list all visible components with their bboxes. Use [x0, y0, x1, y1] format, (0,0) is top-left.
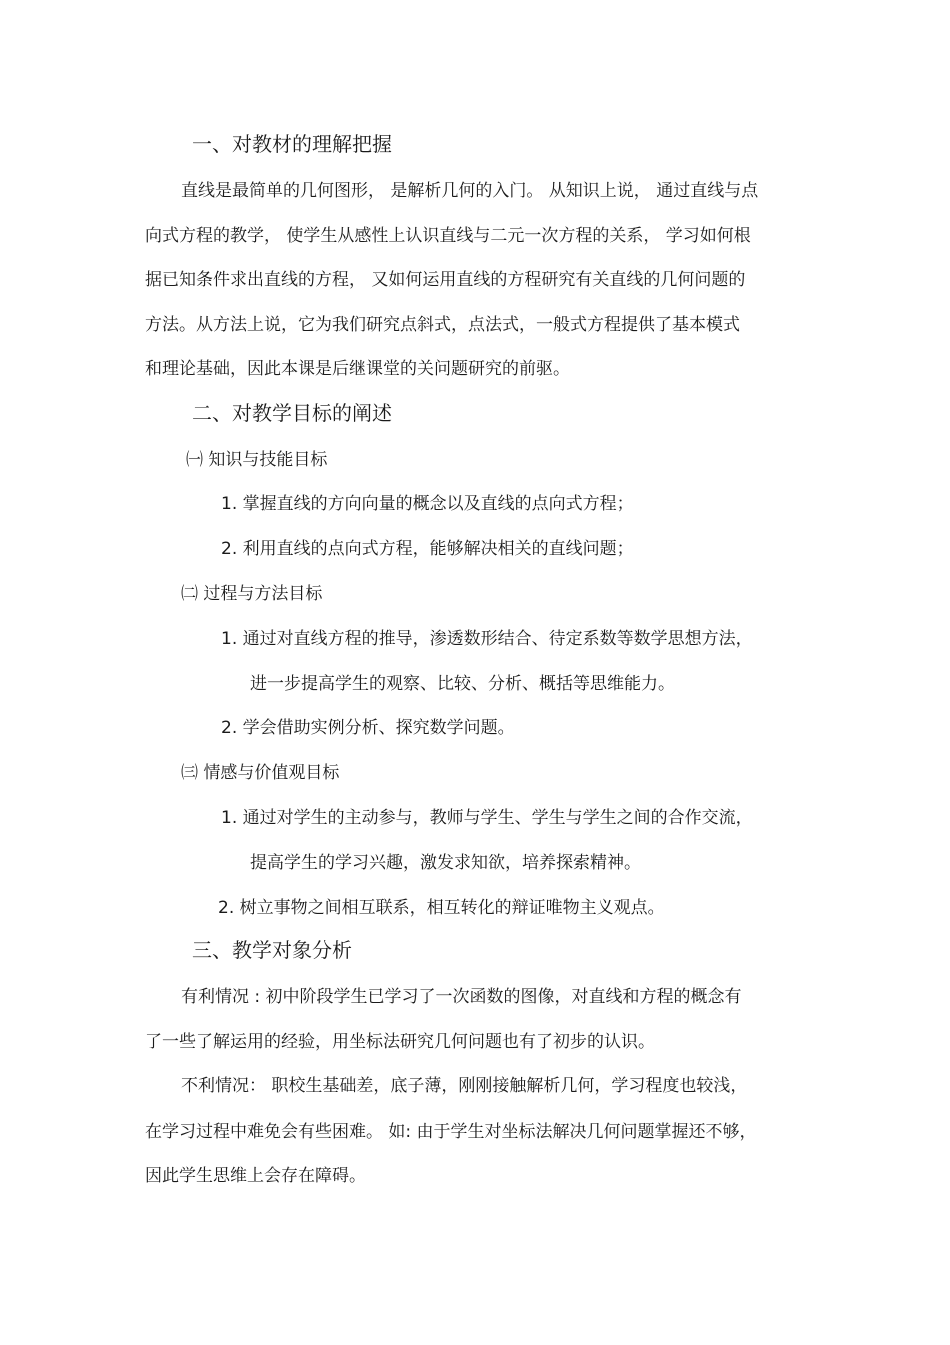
section-heading-3: 三、教学对象分析	[192, 938, 352, 962]
paragraph-line: 不利情况： 职校生基础差，底子薄，刚刚接触解析几何，学习程度也较浅，	[181, 1076, 748, 1096]
subsection-title-2: ㈡ 过程与方法目标	[181, 584, 323, 604]
paragraph-line: 和理论基础，因此本课是后继课堂的关问题研究的前驱。	[145, 359, 570, 379]
list-item: 1. 通过对直线方程的推导，渗透数形结合、待定系数等数学思想方法，	[221, 629, 753, 649]
list-item: 1. 通过对学生的主动参与，教师与学生、学生与学生之间的合作交流，	[221, 808, 753, 828]
section-heading-2: 二、对教学目标的阐述	[192, 401, 392, 425]
subsection-title-1: ㈠ 知识与技能目标	[186, 450, 328, 470]
paragraph-line: 因此学生思维上会存在障碍。	[145, 1166, 366, 1186]
paragraph-line: 了一些了解运用的经验，用坐标法研究几何问题也有了初步的认识。	[145, 1032, 655, 1052]
list-item-continuation: 进一步提高学生的观察、比较、分析、概括等思维能力。	[250, 674, 675, 694]
list-item: 2. 学会借助实例分析、探究数学问题。	[221, 718, 515, 738]
list-item: 2. 树立事物之间相互联系，相互转化的辩证唯物主义观点。	[218, 898, 665, 918]
list-item-continuation: 提高学生的学习兴趣，激发求知欲，培养探索精神。	[250, 853, 641, 873]
section-heading-1: 一、对教材的理解把握	[192, 132, 392, 156]
paragraph-line: 在学习过程中难免会有些困难。 如: 由于学生对坐标法解决几何问题掌握还不够，	[145, 1122, 757, 1142]
paragraph-line: 向式方程的教学， 使学生从感性上认识直线与二元一次方程的关系， 学习如何根	[145, 226, 751, 246]
paragraph-line: 方法。从方法上说，它为我们研究点斜式，点法式，一般式方程提供了基本模式	[145, 315, 740, 335]
list-item: 1. 掌握直线的方向向量的概念以及直线的点向式方程；	[221, 494, 634, 514]
subsection-title-3: ㈢ 情感与价值观目标	[181, 763, 340, 783]
paragraph-line: 直线是最简单的几何图形， 是解析几何的入门。 从知识上说， 通过直线与点	[181, 181, 759, 201]
list-item: 2. 利用直线的点向式方程，能够解决相关的直线问题；	[221, 539, 634, 559]
paragraph-line: 有利情况 : 初中阶段学生已学习了一次函数的图像，对直线和方程的概念有	[181, 987, 742, 1007]
paragraph-line: 据已知条件求出直线的方程， 又如何运用直线的方程研究有关直线的几何问题的	[145, 270, 746, 290]
